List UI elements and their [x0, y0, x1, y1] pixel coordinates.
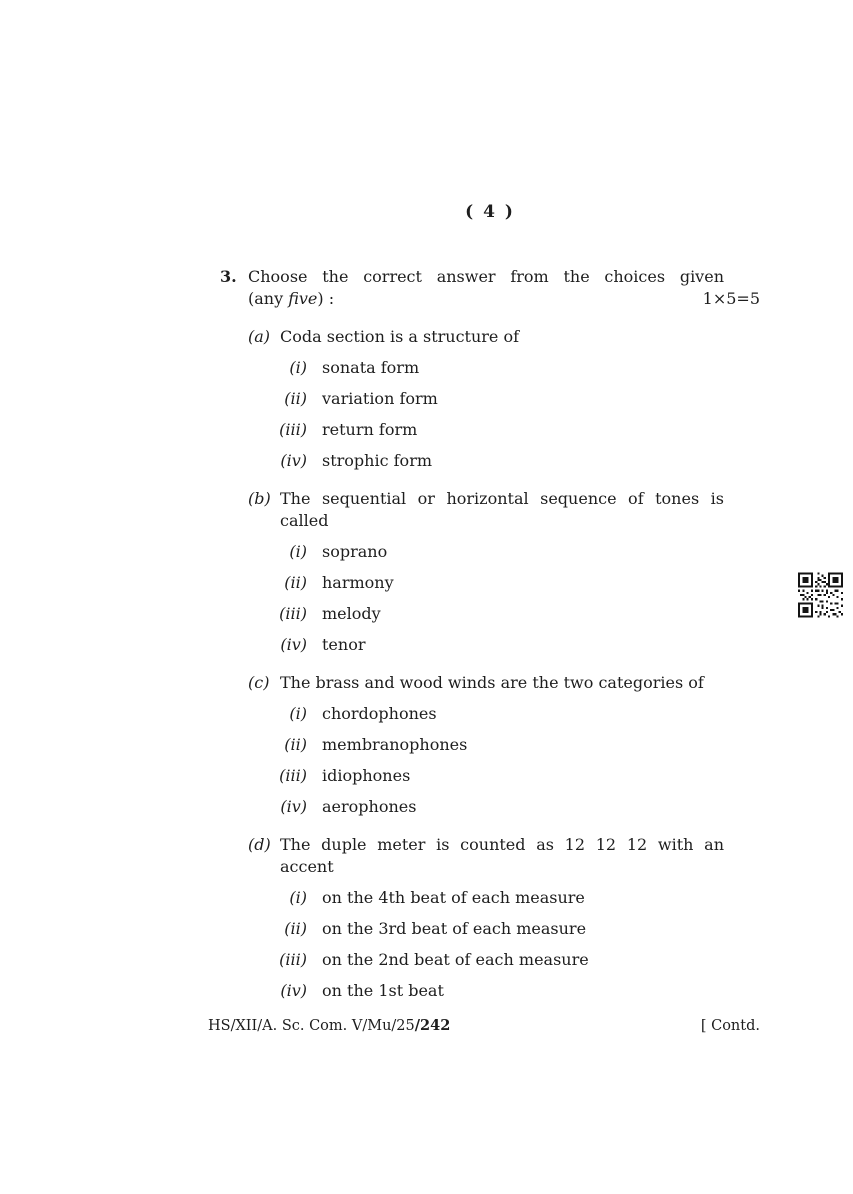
option-label: (iv)	[280, 981, 307, 1000]
question-intro-line1: Choose the correct answer from the choices given	[248, 267, 724, 286]
sub-question-label: (a)	[248, 327, 271, 346]
option-text: on the 1st beat	[322, 981, 444, 1000]
page-number: ( 4 )	[465, 202, 515, 222]
option-text: melody	[322, 604, 381, 623]
sub-question-c	[248, 672, 724, 818]
sub-question-text: The brass and wood winds are the two categories of	[280, 673, 704, 692]
option-text: chordophones	[322, 704, 437, 723]
option-label: (iii)	[279, 950, 307, 969]
option-row	[248, 734, 724, 756]
sub-question-label: (c)	[248, 673, 270, 692]
option-label: (iv)	[280, 451, 307, 470]
option-row	[248, 541, 724, 563]
question-intro-row2	[248, 288, 760, 310]
option-row	[248, 388, 724, 410]
option-label: (iv)	[280, 797, 307, 816]
sub-question-text: Coda section is a structure of	[280, 327, 520, 346]
option-text: variation form	[322, 389, 438, 408]
sub-question-d	[248, 834, 724, 1002]
sub-question-text-line2: called	[280, 511, 329, 530]
option-text: membranophones	[322, 735, 468, 754]
option-row	[248, 603, 724, 625]
sub-question-label: (d)	[248, 835, 271, 854]
option-text: tenor	[322, 635, 366, 654]
option-label: (iii)	[279, 604, 307, 623]
option-label: (ii)	[284, 389, 307, 408]
option-text: return form	[322, 420, 418, 439]
option-text: on the 4th beat of each measure	[322, 888, 585, 907]
option-row	[248, 918, 724, 940]
option-label: (ii)	[284, 735, 307, 754]
sub-question-text: The duple meter is counted as 12 12 12 with an	[280, 835, 724, 854]
option-text: aerophones	[322, 797, 417, 816]
option-label: (i)	[289, 542, 307, 561]
sub-question-b	[248, 488, 724, 656]
page-footer	[208, 1016, 760, 1036]
question-any-five: (any five) :	[248, 289, 335, 308]
option-row	[248, 980, 724, 1002]
option-text: on the 2nd beat of each measure	[322, 950, 589, 969]
question-number: 3.	[220, 267, 237, 286]
option-row	[248, 949, 724, 971]
option-label: (iii)	[279, 766, 307, 785]
sub-question-a	[248, 326, 724, 472]
option-row	[248, 634, 724, 656]
option-row	[248, 357, 724, 379]
option-text: soprano	[322, 542, 388, 561]
option-label: (iii)	[279, 420, 307, 439]
option-row	[248, 765, 724, 787]
question-3	[220, 266, 760, 1002]
option-text: on the 3rd beat of each measure	[322, 919, 587, 938]
option-label: (i)	[289, 704, 307, 723]
option-label: (ii)	[284, 573, 307, 592]
option-label: (i)	[289, 358, 307, 377]
option-row	[248, 796, 724, 818]
option-row	[248, 419, 724, 441]
option-row	[248, 450, 724, 472]
sub-question-text: The sequential or horizontal sequence of tones is	[280, 489, 724, 508]
option-row	[248, 703, 724, 725]
question-head	[220, 266, 760, 288]
option-row	[248, 887, 724, 909]
footer-paper-code: HS/XII/A. Sc. Com. V/Mu/25/242	[208, 1017, 451, 1034]
option-label: (i)	[289, 888, 307, 907]
option-text: sonata form	[322, 358, 420, 377]
sub-question-label: (b)	[248, 489, 271, 508]
option-text: harmony	[322, 573, 394, 592]
option-text: idiophones	[322, 766, 411, 785]
option-label: (iv)	[280, 635, 307, 654]
sub-question-text-line2: accent	[280, 857, 334, 876]
option-text: strophic form	[322, 451, 433, 470]
option-label: (ii)	[284, 919, 307, 938]
question-marks: 1×5=5	[702, 289, 760, 308]
footer-contd: [ Contd.	[700, 1018, 760, 1034]
qr-code-icon	[798, 572, 843, 618]
option-row	[248, 572, 724, 594]
